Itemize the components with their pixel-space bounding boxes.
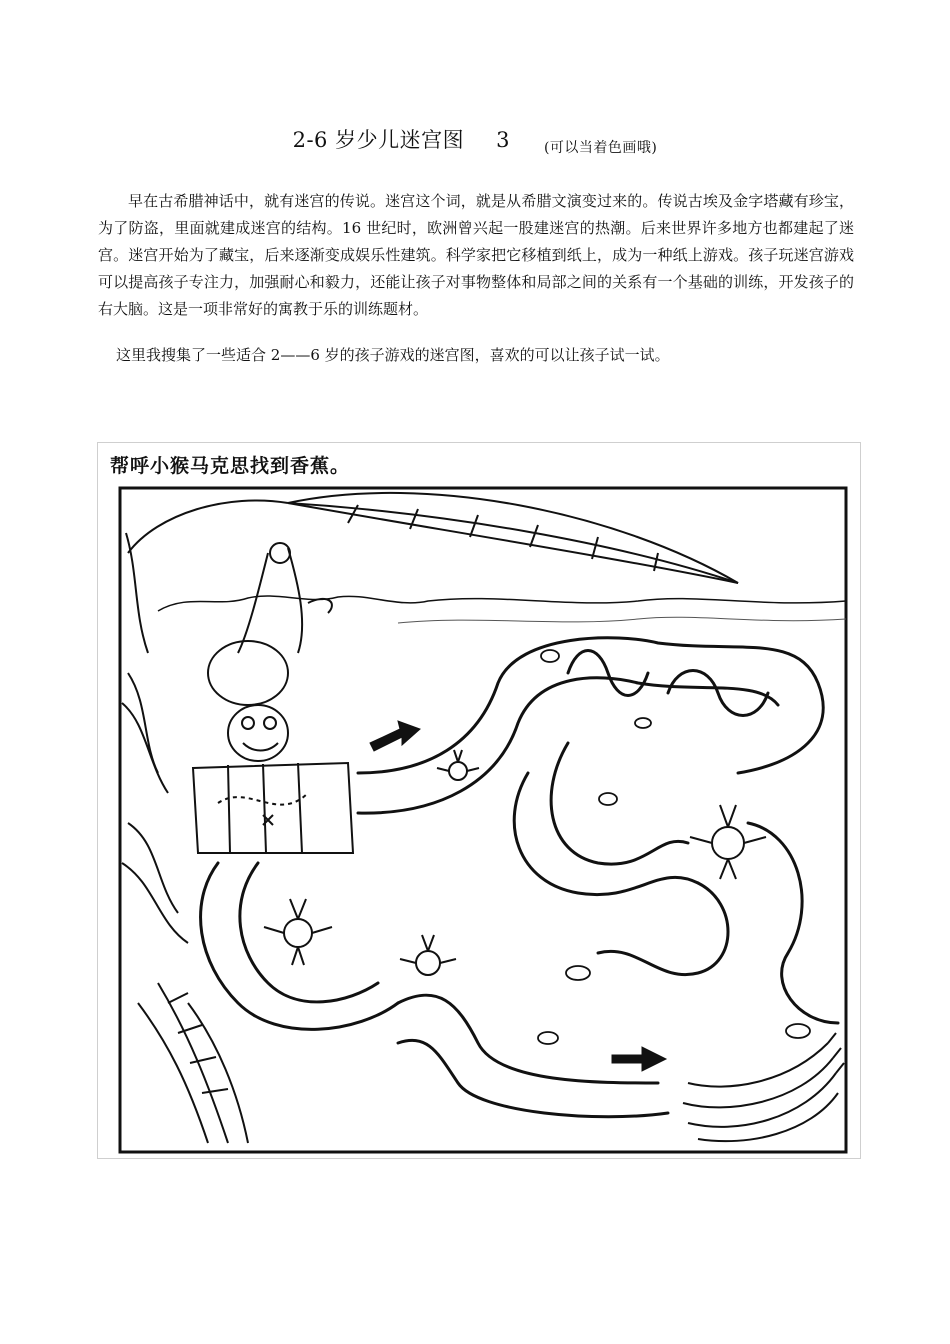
second-paragraph: 这里我搜集了一些适合 2——6 岁的孩子游戏的迷宫图，喜欢的可以让孩子试一试。 [116,346,670,364]
flower-icon [264,750,766,975]
maze-walls [201,638,838,1117]
monkey-icon [208,543,332,761]
treasure-map-icon [193,763,353,853]
intro-paragraph: 早在古希腊神话中，就有迷宫的传说。迷宫这个词，就是从希腊文演变过来的。传说古埃及金字塔藏有珍宝，为了防盗，里面就建成迷宫的结构。16 世纪时，欧洲曾兴起一股建迷宫的热潮。后来世界许多地方也都建起了迷宫。迷宫开始为了藏宝，后来逐渐变成娱乐性建筑。科学家把它移植到纸上，成为一种纸上游戏。孩子玩迷宫游戏可以提高孩子专注力，加强耐心和毅力，还能让孩子对事物整体和局部之间的关系有一个基础的训练，开发孩子的右大脑。这是一项非常好的寓教于乐的训练题材。 [98,192,854,318]
stones-icon [538,650,810,1044]
treeline-shape [158,596,846,611]
page-title [0,124,950,157]
title-note: (可以当着色画哦) [543,140,658,156]
banana-bunch-icon [683,1033,844,1141]
maze-figure [97,442,861,1159]
title-number: 3 [496,128,510,152]
arrow-icon [370,721,666,1071]
title-main: 2-6 岁少儿迷宫图 [292,128,465,152]
maze-illustration [98,443,862,1160]
maze-caption: 帮呼小猴马克思找到香蕉。 [110,455,351,477]
leaf-icon [128,493,738,583]
